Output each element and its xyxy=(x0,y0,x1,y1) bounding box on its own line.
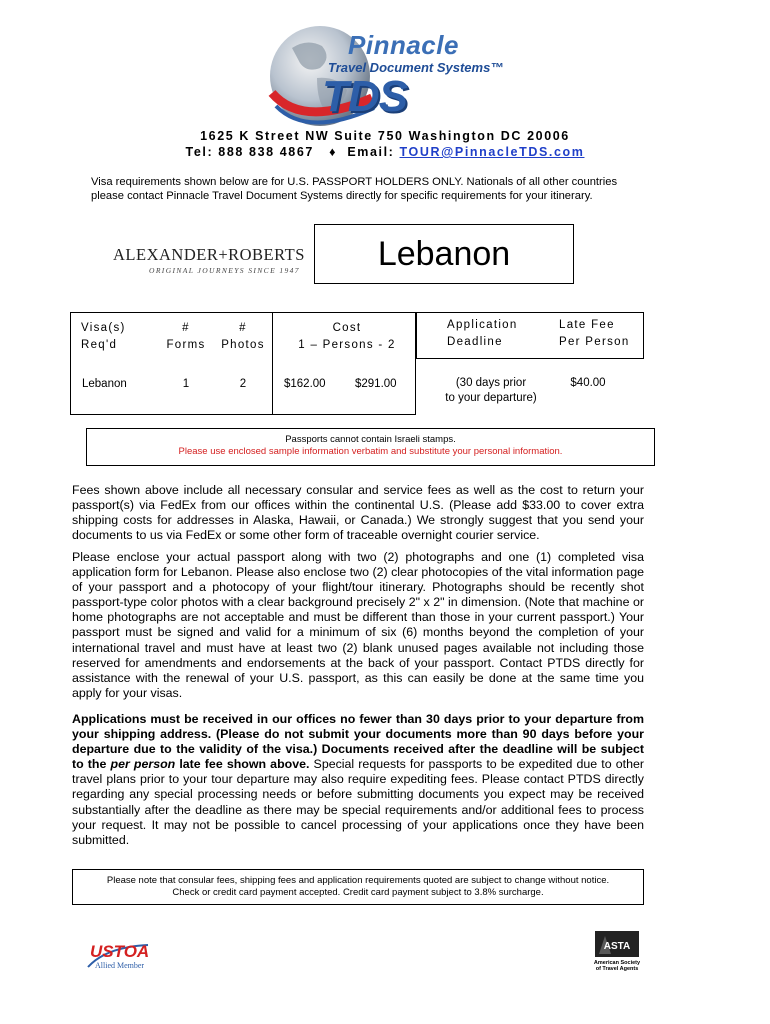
applications-bold-italic: per person xyxy=(110,757,176,772)
address-line: 1625 K Street NW Suite 750 Washington DC 20006 xyxy=(200,129,570,143)
svg-text:Allied Member: Allied Member xyxy=(95,961,145,970)
header-visa: Visa(s) Req'd xyxy=(81,322,126,351)
applications-paragraph xyxy=(72,712,644,848)
israeli-stamps-notice xyxy=(86,428,655,466)
tel-label: Tel: 888 838 4867 xyxy=(185,145,314,159)
contact-line xyxy=(0,145,770,159)
brand-name: Pinnacle xyxy=(348,30,459,60)
country-title: Lebanon xyxy=(314,224,574,284)
svg-text:ASTA: ASTA xyxy=(603,941,631,952)
notice-line-2: Please use enclosed sample information verbatim and substitute your personal information. xyxy=(178,446,563,457)
header-cost: Cost 1 – Persons - 2 xyxy=(298,322,396,351)
alexander-roberts-logo: ALEXANDER+ROBERTS xyxy=(113,245,305,264)
row-visa: Lebanon xyxy=(82,378,127,390)
brand-subtitle: Travel Document Systems™ xyxy=(328,60,504,75)
header-forms: # Forms xyxy=(166,322,206,351)
ustoa-emblem-icon xyxy=(86,937,156,971)
row-cost-1: $162.00 xyxy=(284,378,326,390)
brand-acronym: TDS xyxy=(322,72,407,121)
enclose-paragraph: Please enclose your actual passport along with two (2) photographs and one (1) completed visa application form for Lebanon. Please also enclose two (2) clear photocopies of the vital information page of your passport and a photocopy of your flight/tour itinerary. Photographs should be recently shot passport-type color photos with a clear background precisely 2" x 2" in dimension. (Note that machine or home photographs are not acceptable and must be different than those in your current passport.) Your passport must be signed and valid for a minimum of six (6) months beyond the completion of your international travel and must have at least two (2) blank unused pages available not including those reserved for amendments and endorsements at the back of your passport. Contact PTDS directly for assistance with the renewal of your U.S. passport, as this can easily be done at the same time you apply for your visas. xyxy=(72,550,644,700)
row-photos: 2 xyxy=(239,378,247,390)
intro-text xyxy=(91,175,681,203)
svg-text:USTOA: USTOA xyxy=(90,942,150,961)
header-photos: # Photos xyxy=(221,322,265,351)
intro-line-1: Visa requirements shown below are for U.S. PASSPORT HOLDERS ONLY. Nationals of all other countries xyxy=(91,176,618,188)
row-forms: 1 xyxy=(182,378,190,390)
email-label: Email: xyxy=(347,145,395,159)
applications-bold-1: Applications must be received in our offices no fewer than 30 days prior to your departure from your shipping address. (Please do not submit your documents more than 90 days before your departure due to the validity of the visa.) Documents received after the deadline will be subject to the xyxy=(72,712,644,772)
visa-table xyxy=(70,312,416,415)
applications-bold-2: late fee shown above. xyxy=(175,757,310,772)
svg-text:of Travel Agents: of Travel Agents xyxy=(595,966,639,972)
row-late-fee: $40.00 xyxy=(570,377,606,389)
ustoa-logo xyxy=(86,937,156,976)
deadline-table xyxy=(416,312,644,359)
svg-text:American Society: American Society xyxy=(593,960,641,966)
intro-line-2: please contact Pinnacle Travel Document Systems directly for specific requirements for your itinerary. xyxy=(91,190,593,202)
final-notice-line-2: Check or credit card payment accepted. Credit card payment subject to 3.8% surcharge. xyxy=(172,887,544,898)
final-notice-line-1: Please note that consular fees, shipping fees and application requirements quoted are subject to change without notice. xyxy=(106,875,610,886)
alexander-roberts-tagline: ORIGINAL JOURNEYS SINCE 1947 xyxy=(149,266,300,275)
applications-rest: Special requests for passports to be expedited due to other travel plans prior to your tour departure may also require expediting fees. Please contact PTDS directly regarding any special processing needs or before submitting documents you expect may be received substantially after the deadline as there may be special requirements and/or additional fees to process your request. It may not be possible to cancel processing of your applications once they have been submitted. xyxy=(72,757,644,847)
notice-line-1: Passports cannot contain Israeli stamps. xyxy=(285,434,456,445)
row-cost-2: $291.00 xyxy=(355,378,397,390)
payment-notice xyxy=(72,869,644,905)
email-link[interactable]: TOUR@PinnacleTDS.com xyxy=(399,145,585,159)
row-deadline: (30 days prior to your departure) xyxy=(445,377,537,404)
header-late-fee: Late Fee Per Person xyxy=(559,319,630,348)
asta-emblem-icon xyxy=(591,928,643,972)
asta-logo xyxy=(591,928,643,977)
fees-paragraph: Fees shown above include all necessary consular and service fees as well as the cost to return your passport(s) via FedEx from our offices within the continental U.S. (Please add $33.00 to cover extra shipping costs for addresses in Alaska, Hawaii, or Canada.) We strongly suggest that you send your documents to us via FedEx or some other form of traceable overnight courier service. xyxy=(72,483,644,543)
header-deadline: Application Deadline xyxy=(447,319,518,348)
diamond-separator: ♦ xyxy=(329,145,338,159)
